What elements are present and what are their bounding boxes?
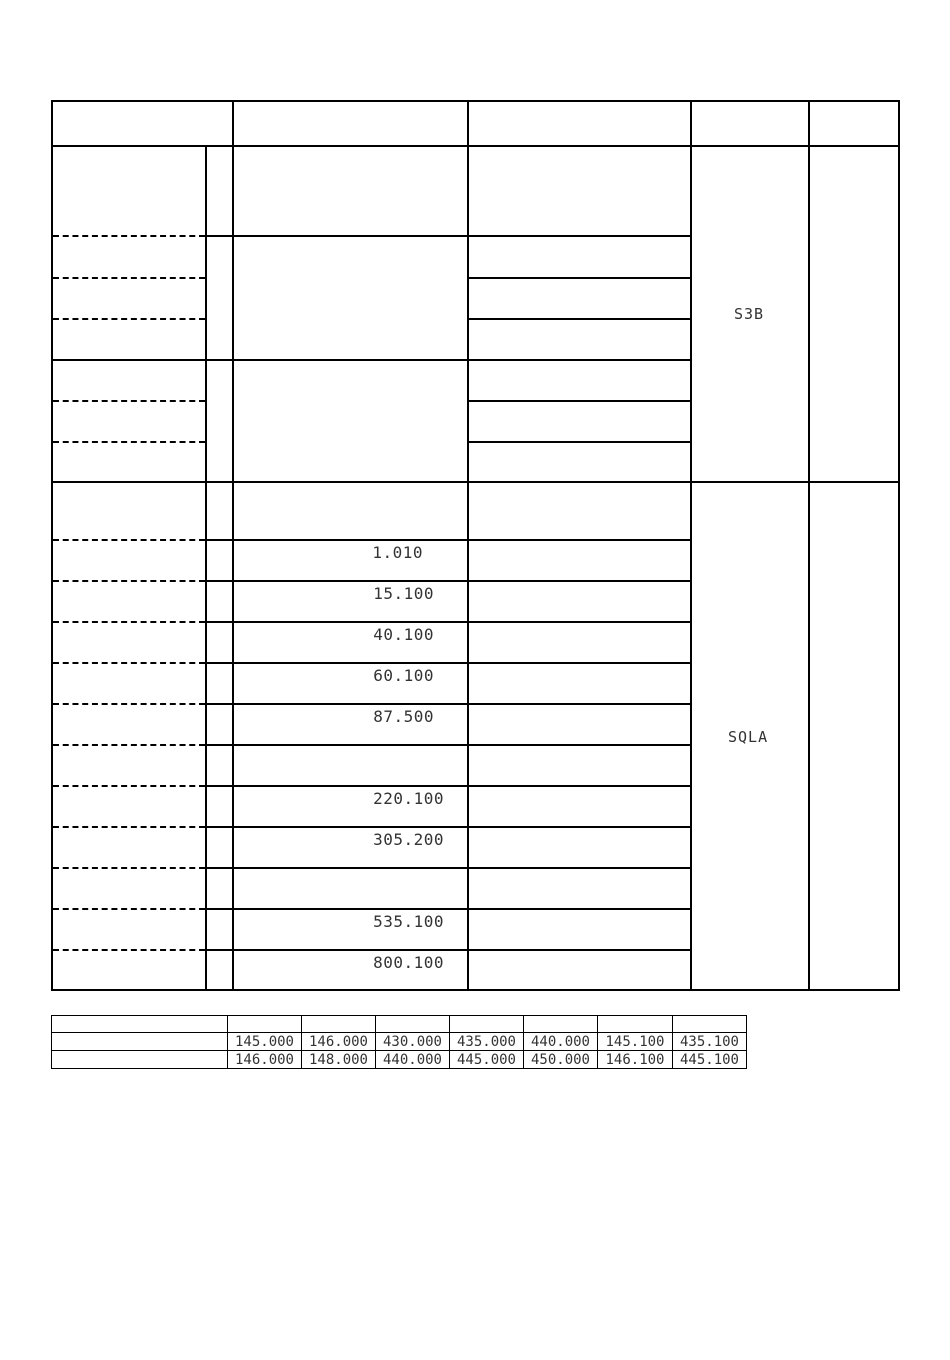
dashed-divider (53, 318, 205, 320)
row-line (467, 441, 692, 443)
row-line (205, 539, 692, 541)
table-cell: 435.000 (456, 1034, 516, 1050)
table-cell: 146.000 (234, 1052, 294, 1068)
row-line (205, 662, 692, 664)
table-cell: 146.000 (308, 1034, 368, 1050)
freq-value: 87.500 (373, 707, 434, 726)
dashed-divider (53, 949, 205, 951)
small-table-line (746, 1015, 747, 1069)
small-table-line (51, 1015, 747, 1016)
freq-value: 15.100 (373, 584, 434, 603)
table-cell: 145.000 (234, 1034, 294, 1050)
table-cell: 450.000 (530, 1052, 590, 1068)
row-line (205, 621, 692, 623)
freq-value: 60.100 (373, 666, 434, 685)
dashed-divider (53, 867, 205, 869)
dashed-divider (53, 580, 205, 582)
row-line (205, 744, 692, 746)
freq-value: 800.100 (373, 953, 444, 972)
table-cell: 146.100 (605, 1052, 665, 1068)
dashed-divider (53, 744, 205, 746)
row-line (205, 785, 692, 787)
dashed-divider (53, 539, 205, 541)
row-line (205, 908, 692, 910)
col-line-3 (467, 100, 469, 991)
col-line-4 (690, 100, 692, 991)
row-line (51, 359, 692, 361)
dashed-divider (53, 441, 205, 443)
table-border-top (51, 100, 900, 102)
small-table-line (51, 1068, 747, 1069)
table-border-right (898, 100, 900, 991)
small-table-line (51, 1032, 747, 1033)
table-border-bottom (51, 989, 900, 991)
row-line (205, 703, 692, 705)
row-line (205, 235, 692, 237)
dashed-divider (53, 908, 205, 910)
dashed-divider (53, 621, 205, 623)
row-line (205, 580, 692, 582)
freq-value: 40.100 (373, 625, 434, 644)
table-cell: 148.000 (308, 1052, 368, 1068)
col-line-5 (808, 100, 810, 991)
freq-value: 1.010 (372, 543, 423, 562)
subcol-line (205, 145, 207, 991)
col-line-2 (232, 100, 234, 991)
small-table-line (51, 1050, 747, 1051)
table-cell: 440.000 (382, 1052, 442, 1068)
dashed-divider (53, 400, 205, 402)
dashed-divider (53, 235, 205, 237)
code-label-s3b: S3B (734, 305, 765, 323)
dashed-divider (53, 785, 205, 787)
dashed-divider (53, 662, 205, 664)
table-border-left (51, 100, 53, 991)
dashed-divider (53, 703, 205, 705)
table-cell: 440.000 (530, 1034, 590, 1050)
group-divider (51, 481, 900, 483)
code-label-sqla: SQLA (728, 728, 769, 746)
row-line (205, 826, 692, 828)
table-cell: 430.000 (382, 1034, 442, 1050)
table-cell: 435.100 (679, 1034, 739, 1050)
table-cell: 145.100 (605, 1034, 665, 1050)
row-line (467, 400, 692, 402)
row-line (205, 867, 692, 869)
small-table-line (51, 1015, 52, 1069)
header-divider (51, 145, 900, 147)
freq-value: 535.100 (373, 912, 444, 931)
row-line (205, 949, 692, 951)
table-cell: 445.000 (456, 1052, 516, 1068)
dashed-divider (53, 277, 205, 279)
table-cell: 445.100 (679, 1052, 739, 1068)
freq-value: 220.100 (373, 789, 444, 808)
row-line (467, 277, 692, 279)
freq-value: 305.200 (373, 830, 444, 849)
row-line (467, 318, 692, 320)
dashed-divider (53, 826, 205, 828)
